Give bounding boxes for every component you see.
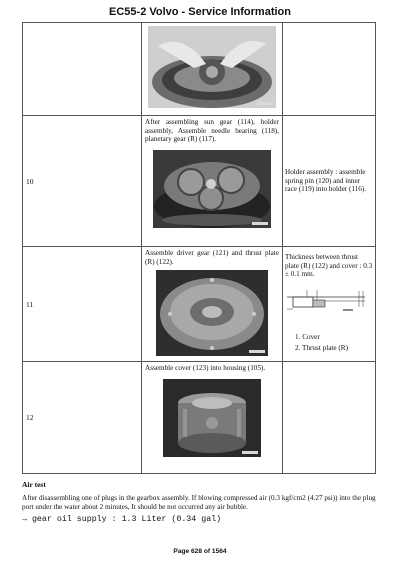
table-row xyxy=(23,23,376,116)
thrust-plate-diagram xyxy=(285,287,375,318)
table-row xyxy=(23,116,376,247)
sun-gear-photo xyxy=(153,150,271,228)
page-number: Page 628 of 1564 xyxy=(173,548,227,555)
step-action-cell xyxy=(142,362,283,474)
procedure-table xyxy=(22,22,376,474)
step-note-cell xyxy=(283,23,376,116)
step-note-cell xyxy=(283,362,376,474)
list-item: 2. Thrust plate (R) xyxy=(295,343,348,352)
gear-oil-supply: → gear oil supply : 1.3 Liter (0.34 gal) xyxy=(22,515,222,524)
list-item: 1. Cover xyxy=(295,332,320,341)
photo-label xyxy=(249,350,265,353)
step-number: 10 xyxy=(23,116,142,247)
photo-label xyxy=(257,102,273,105)
step-number xyxy=(23,23,142,116)
air-test-section xyxy=(22,480,378,524)
step-note-text: Holder assembly : assemble spring pin (120) and inner race (119) into holder (116). xyxy=(285,168,367,194)
step-note-cell xyxy=(283,116,376,247)
driver-gear-photo xyxy=(156,270,268,356)
gear-assembly-photo xyxy=(148,26,276,108)
step-action-text: After assembling sun gear (114), holder assembly, Assemble needle bearing (118), planetary gear (R) (117). xyxy=(145,118,279,144)
part-list xyxy=(283,332,375,354)
step-action-text: Assemble cover (123) into housing (105). xyxy=(145,364,266,372)
air-test-text: After disassembling one of plugs in the gearbox assembly. If blowing compressed air (0.3 kgf/cm2 (4.27 psi)) into the plug port under the water about 2 minutes, It should be not occurred any air bubble. xyxy=(22,494,376,511)
step-note-text: Thickness between thrust plate (R) (122) and cover : 0.3 ± 0.1 mm. xyxy=(285,253,373,279)
step-action-cell xyxy=(142,23,283,116)
table-row xyxy=(23,247,376,362)
photo-label xyxy=(252,222,268,225)
document-title: EC55-2 Volvo - Service Information xyxy=(109,6,291,18)
air-test-heading: Air test xyxy=(22,480,46,489)
photo-label xyxy=(242,451,258,454)
housing-cover-photo xyxy=(163,379,261,457)
table-row xyxy=(23,362,376,474)
step-number: 11 xyxy=(23,247,142,362)
step-note-cell xyxy=(283,247,376,362)
step-action-text: Assemble driver gear (121) and thrust plate (R) (122). xyxy=(145,249,279,266)
step-action-cell xyxy=(142,116,283,247)
step-action-cell xyxy=(142,247,283,362)
step-number: 12 xyxy=(23,362,142,474)
